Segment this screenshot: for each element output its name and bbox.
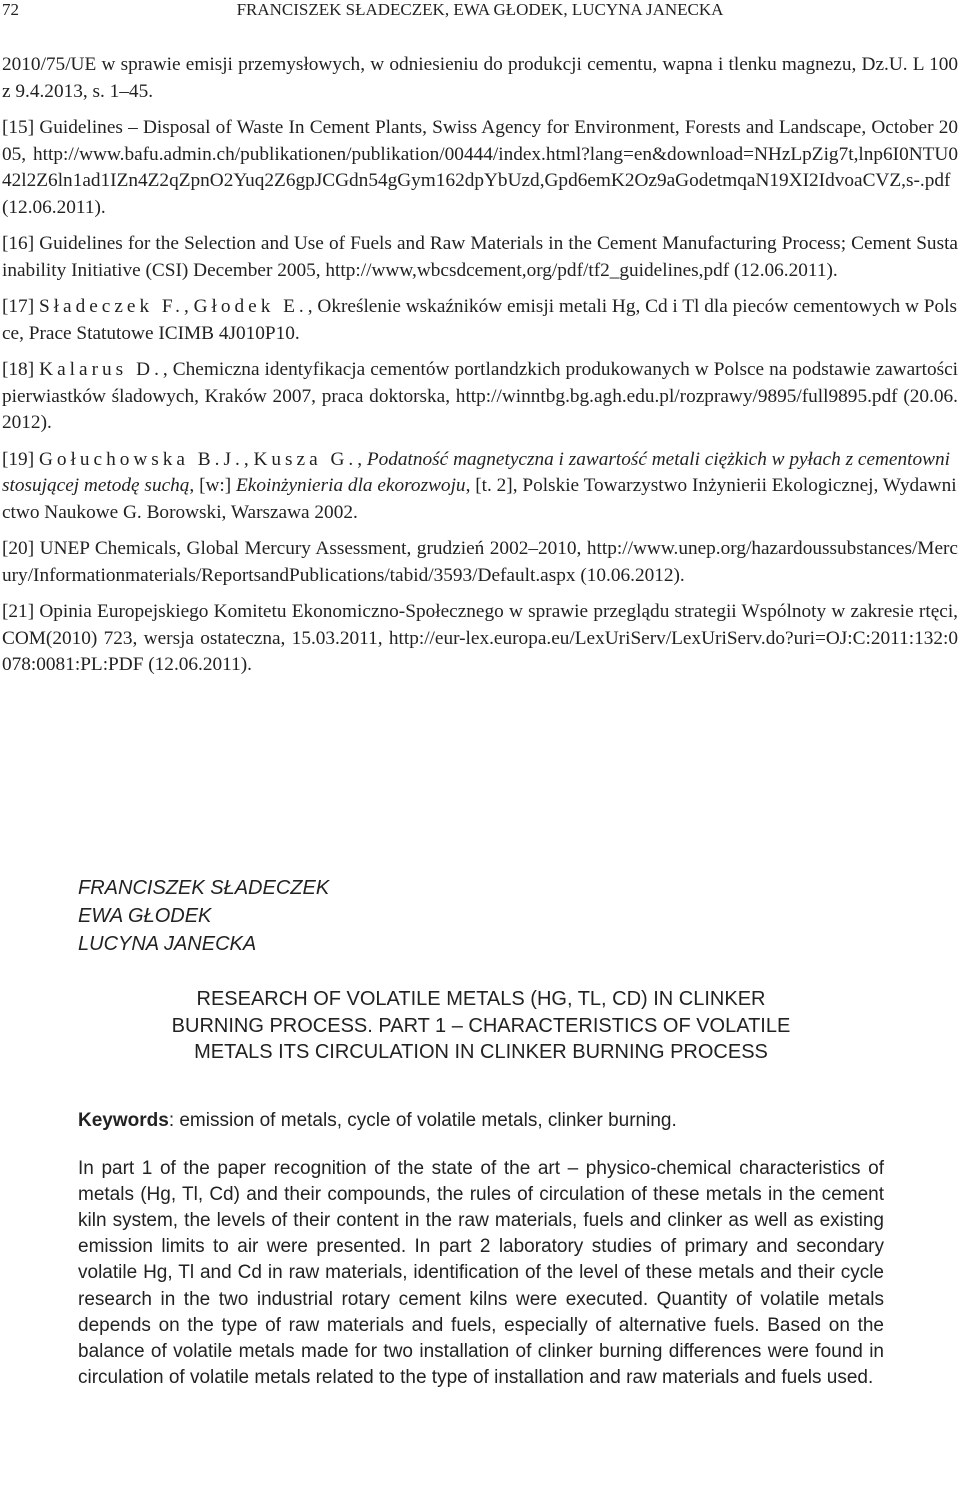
reference-16: [16] Guidelines for the Selection and Use of Fuels and Raw Materials in the Cement Manufacturing Process; Cement Sustainability Initiative (CSI) December 2005, http://www,wbcsdcement,org/pdf/tf2_guidelines,pdf (12.06.2011). (2, 233, 958, 281)
reference-list (2, 52, 958, 689)
reference-17: [17] Sładeczek F., Głodek E., Określenie wskaźników emisji metali Hg, Cd i Tl dla pieców cementowych w Polsce, Prace Statutowe ICIMB 4J010P10. (2, 296, 957, 344)
summary-title-line-3: METALS ITS CIRCULATION IN CLINKER BURNING PROCESS (194, 1041, 768, 1063)
summary-author-2: EWA GŁODEK (78, 905, 212, 927)
reference-19-author-2: Kusza G. (253, 448, 358, 470)
summary-author-1: FRANCISZEK SŁADECZEK (78, 877, 330, 899)
running-head (0, 0, 960, 26)
page-number: 72 (2, 0, 19, 19)
reference-18 (2, 357, 958, 437)
reference-18-details: , Chemiczna identyfikacja cementów portlandzkich produkowanych w Polsce na podstawie zawartości pierwiastków śladowych, Kraków 2007, praca doktorska, http://winntbg.bg.agh.edu.pl/rozprawy/9895/full9895.pdf (20.06.2012). (2, 359, 958, 433)
running-head-authors: FRANCISZEK SŁADECZEK, EWA GŁODEK, LUCYNA JANECKA (236, 0, 724, 19)
reference-19-author-1: Gołuchowska B.J. (38, 448, 244, 470)
reference-21: [21] Opinia Europejskiego Komitetu Ekonomiczno-Społecznego w sprawie przeglądu strategii Wspólnoty w zakresie rtęci, COM(2010) 723, wersja ostateczna, 15.03.2011, http://eur-lex.europa.eu/LexUriServ/LexUriServ.do?uri=OJ:C:2011:132:0078:0081:PL:PDF (12.06.2011). (2, 601, 958, 675)
summary-authors (78, 874, 884, 958)
reference-17-number: [17] (2, 296, 35, 317)
reference-14-continued: 2010/75/UE w sprawie emisji przemysłowych, w odniesieniu do produkcji cementu, wapna i tlenku magnezu, Dz.U. L 100 z 9.4.2013, s. 1–45. (2, 54, 958, 102)
keywords (78, 1108, 884, 1134)
reference-18-number: [18] (2, 359, 35, 380)
reference-19-in: , [w:] (189, 475, 237, 496)
abstract: In part 1 of the paper recognition of the state of the art – physico-chemical characteristics of metals (Hg, Tl, Cd) and their compounds, the rules of circulation of these metals in the cement kiln system, the levels of their content in the raw materials, fuels and clinker as well as existing emission limits to air were presented. In part 2 laboratory studies of primary and secondary volatile Hg, Tl and Cd in raw materials, identification of the level of these metals and their cycle research in the two industrial rotary cement kilns were executed. Quantity of volatile metals depends on the type of raw materials and fuels, especially of alternative fuels. Based on the balance of volatile metals made for two installation of clinker burning differences were found in circulation of volatile metals related to the type of installation and raw materials and fuels used. (78, 1157, 884, 1389)
summary-title-line-2: BURNING PROCESS. PART 1 – CHARACTERISTICS OF VOLATILE (171, 1014, 791, 1037)
reference-19-book: Ekoinżynieria dla ekorozwoju (236, 475, 466, 496)
reference-17-author-2: Głodek E. (193, 296, 308, 317)
reference-19-number: [19] (2, 448, 35, 470)
reference-20: [20] UNEP Chemicals, Global Mercury Assessment, grudzień 2002–2010, http://www.unep.org/hazardoussubstances/Mercury/Informationmaterials/ReportsandPublications/tabid/3593/Default.aspx (10.06.2012). (2, 538, 958, 586)
reference-17-author-1: Sładeczek F. (38, 296, 184, 317)
reference-19-title: Podatność magnetyczna i zawartość metali ciężkich w pyłach z cementowni stosującej metodę suchą (2, 448, 950, 496)
summary-author-3: LUCYNA JANECKA (78, 933, 257, 955)
english-summary (78, 874, 884, 1391)
summary-title-line-1: RESEARCH OF VOLATILE METALS (HG, TL, CD) IN CLINKER (196, 988, 766, 1010)
keywords-text: : emission of metals, cycle of volatile metals, clinker burning. (168, 1109, 677, 1131)
reference-15: [15] Guidelines – Disposal of Waste In Cement Plants, Swiss Agency for Environment, Forests and Landscape, October 2005, http://www.bafu.admin.ch/publikationen/publikation/00444/index.html?lang=en&download=NHzLpZig7t,lnp6I0NTU042l2Z6ln1ad1IZn4Z2qZpnO2Yuq2Z6gpJCGdn54gGym162dpYbUzd,Gpd6emK2Oz9aGodetmqaN19XI2IdvoaCVZ,s-.pdf (12.06.2011). (2, 117, 958, 218)
reference-18-author: Kalarus D. (39, 359, 163, 380)
summary-title (78, 986, 884, 1066)
reference-17-details: , Określenie wskaźników emisji metali Hg, Cd i Tl dla pieców cementowych w Polsce, Prace Statutowe ICIMB 4J010P10. (2, 296, 957, 344)
reference-19-details: , [t. 2], Polskie Towarzystwo Inżynierii Ekologicznej, Wydawnictwo Naukowe G. Borowski, Warszawa 2002. (2, 475, 957, 523)
keywords-label: Keywords (78, 1109, 169, 1131)
reference-19: [19] Gołuchowska B.J., Kusza G., Podatność magnetyczna i zawartość metali ciężkich w pyłach z cementowni stosującej metodę suchą, [w:] Ekoinżynieria dla ekorozwoju, [t. 2], Polskie Towarzystwo Inżynierii Ekologicznej, Wydawnictwo Naukowe G. Borowski, Warszawa 2002. (2, 448, 957, 523)
